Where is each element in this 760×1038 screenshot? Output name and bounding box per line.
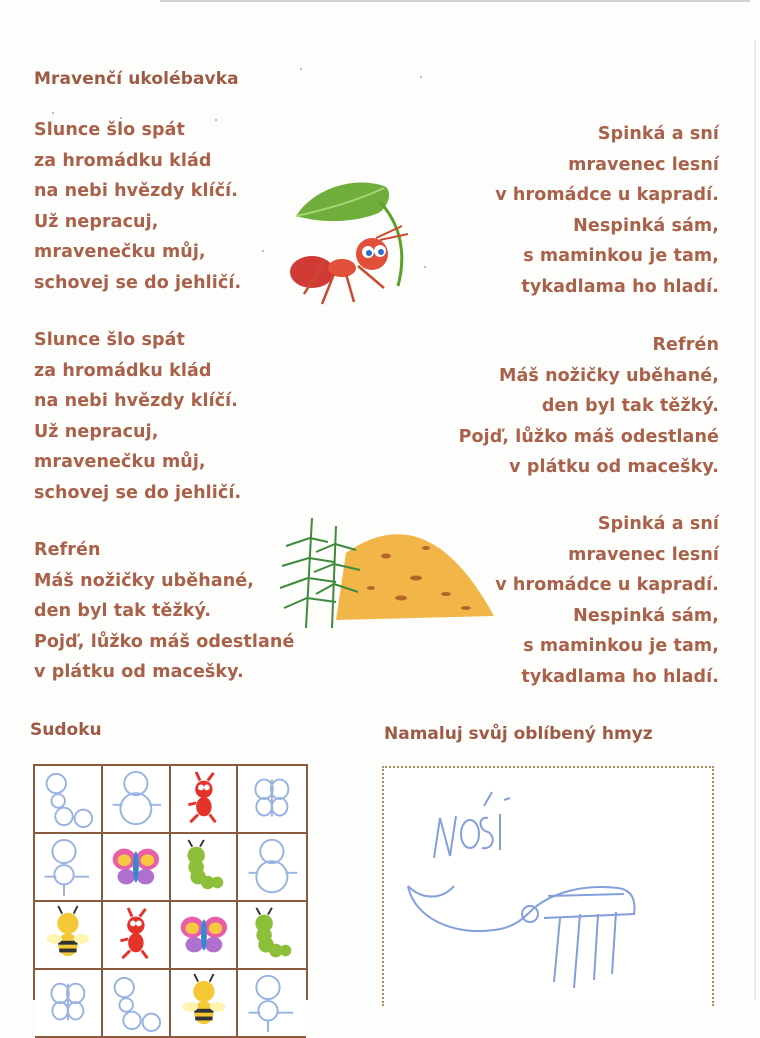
poem-line: Spinká a sní xyxy=(597,514,719,534)
sudoku-cell[interactable] xyxy=(103,902,171,970)
sudoku-cell[interactable] xyxy=(171,970,239,1038)
poem-line: Pojď, lůžko máš odestlané xyxy=(34,631,295,652)
refrain-label: Refrén xyxy=(652,335,719,355)
ant-icon xyxy=(103,902,169,968)
poem-line: Máš nožičky uběhané, xyxy=(34,570,255,591)
drawn-caterpillar-icon xyxy=(103,970,169,1036)
refrain-label: Refrén xyxy=(34,540,101,560)
sudoku-cell[interactable] xyxy=(171,902,239,970)
sudoku-cell[interactable] xyxy=(35,970,103,1038)
sudoku-cell[interactable] xyxy=(238,902,306,970)
poem-line: na nebi hvězdy klíčí. xyxy=(34,391,239,411)
ant-with-leaf-illustration xyxy=(284,176,424,316)
poem-line: Už nepracuj, xyxy=(34,421,159,442)
sudoku-cell[interactable] xyxy=(35,834,103,902)
butterfly-icon xyxy=(103,834,169,900)
sudoku-cell[interactable] xyxy=(238,970,306,1038)
poem-line: v plátku od macešky. xyxy=(509,457,719,477)
drawn-caterpillar-icon xyxy=(35,766,101,832)
drawing-heading: Namaluj svůj oblíbený hmyz xyxy=(384,724,653,744)
stanza-left-2 xyxy=(34,325,241,508)
fern-and-needle-pile-illustration xyxy=(276,508,498,634)
poem-line: Pojď, lůžko máš odestlané xyxy=(458,426,719,447)
scan-speck xyxy=(262,250,264,252)
stanza-right-1 xyxy=(495,119,719,302)
sudoku-cell[interactable] xyxy=(35,902,103,970)
poem-line: mravenečku můj, xyxy=(34,452,206,472)
poem-line: na nebi hvězdy klíčí. xyxy=(34,181,239,201)
poem-line: mravenečku můj, xyxy=(34,242,206,262)
sudoku-cell[interactable] xyxy=(238,766,306,834)
drawn-bee-icon xyxy=(103,766,169,832)
sudoku-cell[interactable] xyxy=(103,766,171,834)
poem-line: schovej se do jehličí. xyxy=(34,272,242,293)
poem-line: za hromádku klád xyxy=(34,360,212,381)
drawing-area[interactable] xyxy=(382,766,714,1006)
sudoku-cell[interactable] xyxy=(35,766,103,834)
poem-line: schovej se do jehličí. xyxy=(34,482,242,503)
poem-line: za hromádku klád xyxy=(34,150,212,171)
scan-edge-right xyxy=(754,40,756,1000)
poem-line: Slunce šlo spát xyxy=(34,120,186,140)
sudoku-cell[interactable] xyxy=(238,834,306,902)
stanza-right-refrain xyxy=(459,330,719,483)
sudoku-cell[interactable] xyxy=(171,834,239,902)
scan-edge-top xyxy=(160,0,750,2)
stanza-left-refrain xyxy=(34,535,294,688)
caterpillar-icon xyxy=(238,902,306,968)
drawn-ant-icon xyxy=(35,834,101,900)
child-crayon-drawing xyxy=(384,768,712,1002)
poem-line: s maminkou je tam, xyxy=(523,246,719,266)
sudoku-cell[interactable] xyxy=(103,834,171,902)
poem-line: den byl tak těžký. xyxy=(34,601,212,621)
scan-speck xyxy=(300,68,302,70)
stanza-left-1 xyxy=(34,115,241,298)
poem-line: mravenec lesní xyxy=(568,544,719,565)
poem-line: mravenec lesní xyxy=(568,154,719,175)
poem-line: v plátku od macešky. xyxy=(34,662,244,682)
bee-icon xyxy=(35,902,101,968)
poem-line: tykadlama ho hladí. xyxy=(521,666,719,687)
stanza-right-3 xyxy=(495,509,719,692)
poem-line: Nespinká sám, xyxy=(573,605,719,626)
sudoku-grid xyxy=(33,764,308,1000)
poem-line: tykadlama ho hladí. xyxy=(521,276,719,297)
poem-line: Už nepracuj, xyxy=(34,211,159,232)
drawn-butterfly-icon xyxy=(35,970,101,1036)
ant-icon xyxy=(171,766,237,832)
sudoku-heading: Sudoku xyxy=(30,720,102,740)
drawn-ant-icon xyxy=(238,970,306,1036)
scan-speck xyxy=(420,76,422,78)
scan-speck xyxy=(52,112,54,114)
poem-line: Slunce šlo spát xyxy=(34,330,186,350)
drawn-bee-icon xyxy=(238,834,306,900)
sudoku-cell[interactable] xyxy=(171,766,239,834)
scan-speck xyxy=(424,266,426,268)
sudoku-cell[interactable] xyxy=(103,970,171,1038)
scan-speck xyxy=(215,119,217,121)
poem-line: s maminkou je tam, xyxy=(523,636,719,656)
poem-line: v hromádce u kapradí. xyxy=(495,575,719,595)
butterfly-icon xyxy=(171,902,237,968)
bee-icon xyxy=(171,970,237,1036)
caterpillar-icon xyxy=(171,834,237,900)
poem-line: v hromádce u kapradí. xyxy=(495,185,719,205)
poem-line: Máš nožičky uběhané, xyxy=(498,365,719,386)
drawn-butterfly-icon xyxy=(238,766,306,832)
scan-speck xyxy=(120,117,122,119)
poem-line: Nespinká sám, xyxy=(573,215,719,236)
poem-title: Mravenčí ukolébavka xyxy=(34,69,239,89)
poem-line: Spinká a sní xyxy=(597,124,719,144)
poem-line: den byl tak těžký. xyxy=(541,396,719,416)
